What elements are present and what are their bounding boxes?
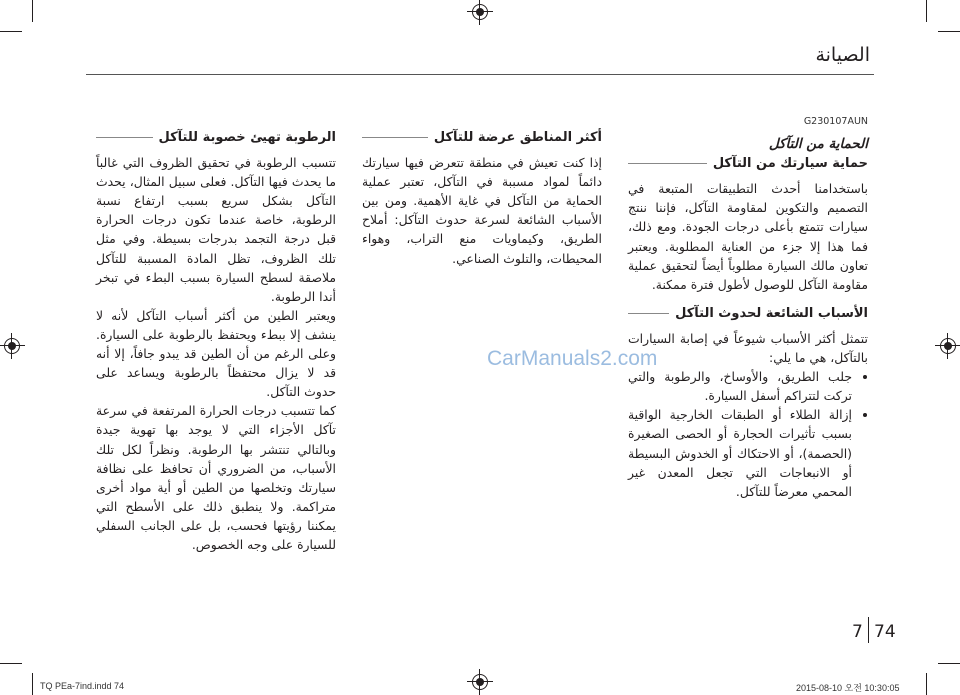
crop-mark [32, 673, 33, 695]
registration-mark-icon [4, 338, 20, 354]
list-item: • جلب الطريق، والأوساخ، والرطوبة والتي تركت لتتراكم أسفل السيارة. [628, 367, 852, 405]
page-number-left: 7 [852, 622, 863, 642]
list-item: • إزالة الطلاء أو الطبقات الخارجية الواقية بسبب تأثيرات الحجارة أو الحصى الصغيرة (الحصمة)، أو الاحتكاك أو الخدوش البسيطة أو الانبعاجات التي تجعل المعدن غير المحمي معرضاً للتآكل. [628, 405, 852, 500]
heading-moisture: الرطوبة تهيئ خصوبة للتآكل [96, 128, 336, 147]
subheading-protect-vehicle: حماية سيارتك من التآكل [628, 154, 868, 173]
page-number-divider [868, 617, 869, 643]
header-rule [86, 74, 874, 75]
footer-timestamp: 2015-08-10 오전 10:30:05 [796, 683, 900, 693]
right-column [628, 112, 868, 501]
section-title: الصيانة [815, 44, 870, 66]
crop-mark [32, 0, 33, 22]
paragraph-protection: باستخدامنا أحدث التطبيقات المتبعة في التصميم والتكوين لمقاومة التآكل، فإننا ننتج سيارات تتمتع بأعلى درجات الجودة. ومع ذلك، فما هذا إلا جزء من العناية المطلوبة. ويعتبر تعاون مالك السيارة مطلوباً أيضاً لتحقيق عملية مقاومة التآكل للوصول لأطول فترة ممكنة. [628, 181, 868, 292]
heading-corrosion-protection: الحماية من التآكل [768, 136, 868, 153]
left-column [96, 128, 336, 554]
registration-mark-icon [472, 4, 488, 20]
crop-mark [0, 31, 22, 32]
paragraph-moisture-2: ويعتبر الطين من أكثر أسباب التآكل لأنه لا ينشف إلا ببطء ويحتفظ بالرطوبة على السيارة. وعلى الرغم من أن الطين قد يبدو جافاً، إلا أنه قد لا يزال محتفظاً بالرطوبة ويساعد على حدوث التآكل. [96, 307, 336, 400]
paragraph-moisture-1: تتسبب الرطوبة في تحقيق الظروف التي غالباً ما يحدث فيها التآكل. فعلى سبيل المثال، يحدث التآكل بشكل سريع بسبب ارتفاع نسبة الرطوبة، خاصة عندما تكون درجات الحرارة قبل درجة التجمد بدرجات بسيطة. وفي مثل تلك الظروف، تظل المادة المسببة للتآكل ملاصقة لسطح السيارة بسبب البطء في تبخر أندا الرطوبة. [96, 155, 336, 304]
middle-column [362, 128, 602, 268]
crop-mark [926, 673, 927, 695]
footer-file-label: TQ PEa-7ind.indd 74 [40, 681, 125, 691]
crop-mark [938, 31, 960, 32]
crop-mark [926, 0, 927, 22]
heading-common-causes: الأسباب الشائعة لحدوث التآكل [628, 304, 868, 323]
crop-mark [938, 663, 960, 664]
watermark: CarManuals2.com [487, 347, 658, 370]
page-number-right: 74 [874, 622, 896, 642]
reference-code: G230107AUN [803, 116, 868, 127]
paragraph-moisture-3: كما تتسبب درجات الحرارة المرتفعة في سرعة تآكل الأجزاء التي لا يوجد بها تهوية جيدة وبالتالي تنتشر بها الرطوبة. ونظراً لكل تلك الأسباب، من الضروري أن تحافظ على نظافة سيارتك وتخلصها من الطين أو أية مواد أخرى متراكمة. ولا ينطبق ذلك على الأسطح التي يمكننا رؤيتها فحسب، بل على الجانب السفلي للسيارة على وجه الخصوص. [96, 403, 336, 552]
registration-mark-icon [472, 674, 488, 690]
causes-list [628, 367, 868, 501]
registration-mark-icon [940, 338, 956, 354]
heading-high-corrosion-areas: أكثر المناطق عرضة للتآكل [362, 128, 602, 147]
crop-mark [0, 663, 22, 664]
paragraph-high-corrosion-areas: إذا كنت تعيش في منطقة تتعرض فيها سيارتك دائماً لمواد مسببة في التآكل، تعتبر عملية الحماية من التآكل في غاية الأهمية. ومن بين الأسباب الشائعة لسرعة حدوث التآكل: أملاح الطريق، وكيماويات منع التراب، وهواء المحيطات، والتلوث الصناعي. [362, 155, 602, 266]
causes-intro: تتمثل أكثر الأسباب شيوعاً في إصابة السيارات بالتآكل، هي ما يلي: [628, 330, 868, 366]
